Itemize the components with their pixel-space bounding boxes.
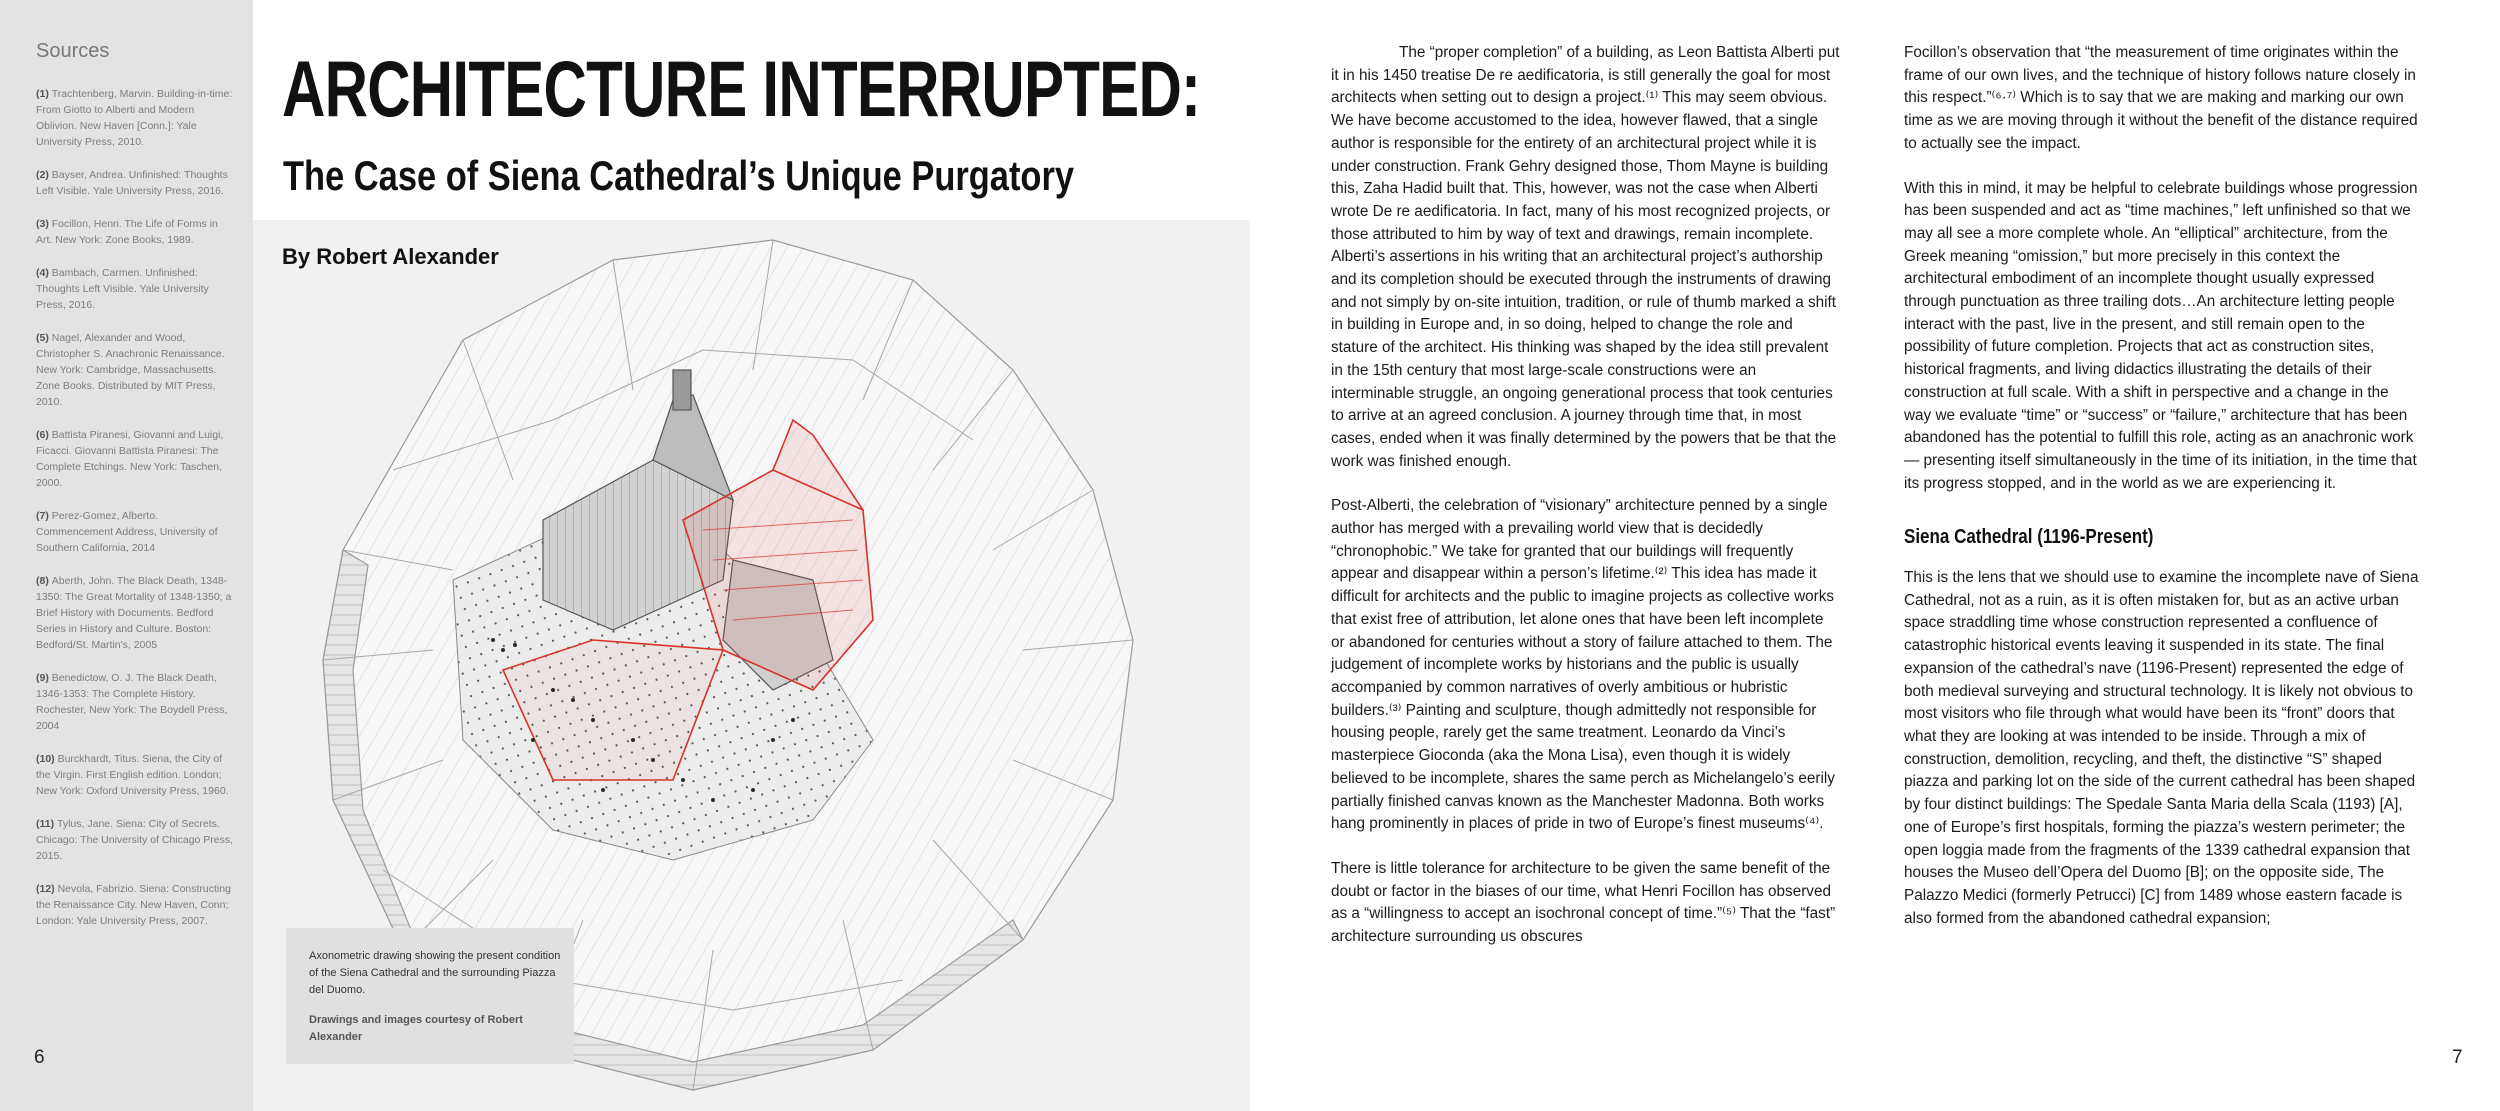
reference-number: (7) bbox=[36, 510, 52, 522]
reference-number: (1) bbox=[36, 88, 52, 100]
section-heading: Siena Cathedral (1196-Present) bbox=[1904, 526, 2154, 549]
reference-number: (6) bbox=[36, 429, 52, 441]
reference-number: (3) bbox=[36, 218, 52, 230]
body-paragraph: This is the lens that we should use to examine the incomplete nave of Siena Cathedral, not as a ruin, as it is often mistaken for, but as an active urban space straddling time whose construction represented a confluence of catastrophic historical events leaving it suspended in its state. The final expansion of the cathedral’s nave (1196-Present) represented the edge of both medieval surveying and structural technology. It is likely not obvious to most visitors who file through what would have been its “front” doors that what they are looking at was intended to be inside. Through a mix of construction, demolition, recycling, and theft, the distinctive “S” shaped piazza and parking lot on the side of the current cathedral has been shaped by four distinct buildings: The Spedale Santa Maria della Scala (1193) [A], one of Europe’s first hospitals, forming the piazza’s western perimeter; the open loggia made from the fragments of the 1339 cathedral expansion that houses the Museo dell’Opera del Duomo [B]; on the opposite side, The Palazzo Medici (formerly Petrucci) [C] from 1489 whose eastern facade is also formed from the abandoned cathedral expansion; bbox=[1904, 569, 2419, 927]
reference-text: Battista Piranesi, Giovanni and Luigi, Ficacci. Giovanni Battista Piranesi: The Complete Etchings. New York: Taschen, 2000. bbox=[36, 429, 224, 489]
figure-caption: Axonometric drawing showing the present condition of the Siena Cathedral and the surrounding Piazza del Duomo. bbox=[309, 950, 561, 996]
reference-list bbox=[36, 86, 236, 946]
reference-item bbox=[36, 86, 236, 150]
reference-item bbox=[36, 670, 236, 734]
reference-number: (11) bbox=[36, 818, 58, 830]
reference-text: Nagel, Alexander and Wood, Christopher S. Anachronic Renaissance. New York: Cambridge, Massachusetts. Zone Books. Distributed by MIT Press, 2010. bbox=[36, 332, 225, 408]
author-byline: By Robert Alexander bbox=[282, 244, 499, 269]
reference-item bbox=[36, 330, 236, 410]
page-number-left: 6 bbox=[34, 1047, 45, 1068]
body-paragraph: Focillon’s observation that “the measurement of time originates within the frame of our own lives, and the technique of history follows nature closely in this respect.”⁽⁶·⁷⁾ Which is to say that we are making and marking our own time as we are moving through it without the benefit of the distance required to actually see the impact. bbox=[1904, 44, 2418, 152]
sources-heading: Sources bbox=[36, 40, 110, 62]
reference-text: Tylus, Jane. Siena: City of Secrets. Chicago: The University of Chicago Press, 2015. bbox=[36, 818, 234, 862]
reference-number: (4) bbox=[36, 267, 52, 279]
reference-text: Focillon, Henri. The Life of Forms in Art. New York: Zone Books, 1989. bbox=[36, 218, 218, 246]
text-column-1 bbox=[1331, 42, 1841, 949]
reference-item bbox=[36, 216, 236, 248]
reference-item bbox=[36, 427, 236, 491]
body-paragraph: Post-Alberti, the celebration of “visionary” architecture penned by a single author has merged with a prevailing world view that is decidedly “chronophobic.” We take for granted that our buildings will frequently appear and disappear within a person’s lifetime.⁽²⁾ This idea has made it difficult for architects and the public to imagine projects as collective works that exist free of attribution, let alone ones that have been left incomplete or abandoned for centuries without a story of failure attached to them. The judgement of incomplete works by historians and the public is usually accompanied by common narratives of overly ambitious or hubristic builders.⁽³⁾ Painting and sculpture, though admittedly not responsible for housing people, rarely get the same treatment. Leonardo da Vinci’s masterpiece Gioconda (aka the Mona Lisa), even though it is widely believed to be incomplete, shares the same perch as Michelangelo’s eerily partially finished canvas known as the Manchester Madonna. Both works hang prominently in places of pride in two of Europe’s finest museums⁽⁴⁾. bbox=[1331, 497, 1835, 833]
reference-item bbox=[36, 751, 236, 799]
reference-number: (2) bbox=[36, 169, 52, 181]
body-paragraph: There is little tolerance for architecture to be given the same benefit of the doubt or factor in the biases of our time, what Henri Focillon has observed as a “willingness to accept an isochronal concept of time.”⁽⁵⁾ That the “fast” architecture surrounding us obscures bbox=[1331, 859, 1836, 946]
reference-text: Benedictow, O. J. The Black Death, 1346-1353: The Complete History. Rochester, New York: The Boydell Press, 2004 bbox=[36, 672, 228, 732]
reference-text: Trachtenberg, Marvin. Building-in-time: From Giotto to Alberti and Modern Oblivion. New Haven [Conn.]: Yale University Press, 2010. bbox=[36, 88, 233, 148]
reference-text: Bambach, Carmen. Unfinished: Thoughts Left Visible. Yale University Press, 2016. bbox=[36, 267, 209, 311]
body-paragraph: With this in mind, it may be helpful to celebrate buildings whose progression has been suspended and act as “time machines,” left unfinished so that we may all see a more complete whole. An “elliptical” architecture, from the Greek meaning “omission,” but more precisely in this context the architectural embodiment of an incomplete thought usually expressed through punctuation as three trailing dots…An architecture letting people interact with the past, live in the present, and still remain open to the possibility of future completion. Projects that act as construction sites, historical fragments, and living didactics illustrating the details of their construction at full scale. With a shift in perspective and a change in the way we evaluate “time” or “success” or “failure,” architecture that has been abandoned has the potential to fulfill this role, acting as an anachronic work — presenting itself simultaneously in the time of its initiation, in the time that its progress stopped, and in the world as we are experiencing it. bbox=[1904, 179, 2418, 492]
image-credit: Drawings and images courtesy of Robert Alexander bbox=[309, 1014, 523, 1043]
reference-item bbox=[36, 508, 236, 556]
reference-text: Perez-Gomez, Alberto. Commencement Address, University of Southern California, 2014 bbox=[36, 510, 218, 554]
reference-text: Burckhardt, Titus. Siena, the City of the Virgin. First English edition. London; New York: Oxford University Press, 1960. bbox=[36, 753, 229, 797]
page-number-right: 7 bbox=[2452, 1047, 2463, 1068]
text-column-2 bbox=[1904, 42, 2420, 930]
article-title: ARCHITECTURE INTERRUPTED: bbox=[282, 44, 1201, 133]
reference-number: (5) bbox=[36, 332, 52, 344]
reference-item bbox=[36, 573, 236, 653]
reference-number: (10) bbox=[36, 753, 58, 765]
reference-text: Bayser, Andrea. Unfinished: Thoughts Left Visible. Yale University Press, 2016. bbox=[36, 169, 228, 197]
reference-text: Nevola, Fabrizio. Siena: Constructing the Renaissance City. New Haven, Conn; London: Yale University Press, 2007. bbox=[36, 883, 231, 927]
reference-item bbox=[36, 816, 236, 864]
reference-number: (9) bbox=[36, 672, 52, 684]
reference-number: (8) bbox=[36, 575, 52, 587]
article-subtitle: The Case of Siena Cathedral’s Unique Purgatory bbox=[283, 152, 1075, 199]
reference-text: Aberth, John. The Black Death, 1348-1350: The Great Mortality of 1348-1350; a Brief History with Documents. Bedford Series in History and Culture. Boston: Bedford/St. Martin's, 2005 bbox=[36, 575, 232, 651]
reference-item bbox=[36, 881, 236, 929]
body-paragraph: The “proper completion” of a building, as Leon Battista Alberti put it in his 1450 treatise De re aedificatoria, is still generally the goal for most architects when setting out to design a project.⁽¹⁾ This may seem obvious. We have become accustomed to the idea, however flawed, that a single author is responsible for the entirety of an architectural project while it is under construction. Frank Gehry designed those, Thom Mayne is building this, Zaha Hadid built that. This, however, was not the case when Alberti wrote De re aedificatoria. In fact, many of his most recognized projects, or those attributed to him by way of text and drawings, remain incomplete. Alberti’s assertions in his writing that an architectural project’s authorship and its completion should be executed through the instruments of drawing and not simply by on-site intuition, tradition, or rule of thumb marked a shift in building in Europe and, in so doing, helped to change the role and stature of the architect. His thinking was shaped by the idea still prevalent in the 15th century that most large-scale constructions were an interminable struggle, an ongoing generational process that took centuries to arrive at an agreed conclusion. A journey through time that, in most cases, ended when it was finally determined by the powers that be that the work was finished enough. bbox=[1331, 44, 1840, 470]
reference-item bbox=[36, 167, 236, 199]
reference-number: (12) bbox=[36, 883, 58, 895]
reference-item bbox=[36, 265, 236, 313]
